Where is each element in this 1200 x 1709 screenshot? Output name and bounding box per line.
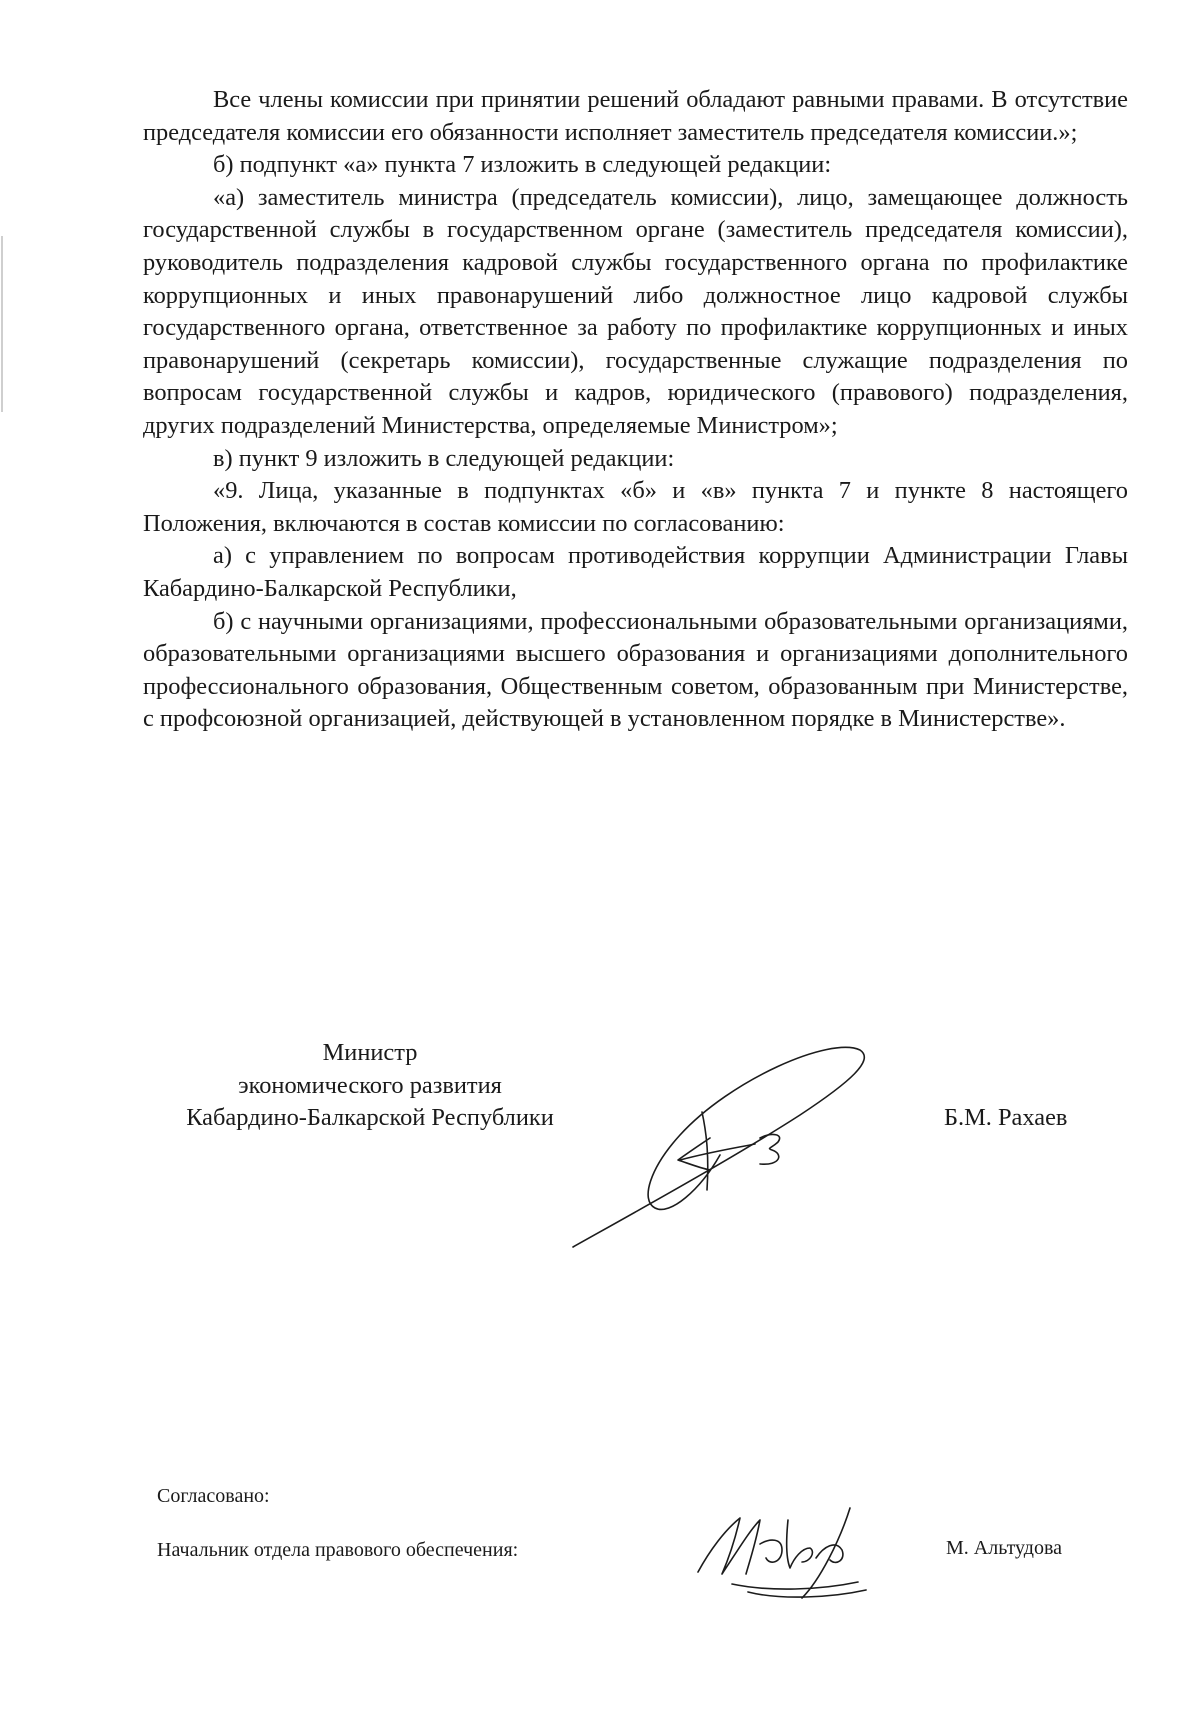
paragraph-commission-rights: Все члены комиссии при принятии решений обладают равными правами. В отсутствие председателя комиссии его обязанности исполняет заместитель председателя комиссии.»; bbox=[143, 86, 1128, 146]
scan-margin-mark bbox=[1, 236, 3, 412]
minister-name: Б.М. Рахаев bbox=[944, 1104, 1068, 1131]
paragraph-clause-9-item-b: б) с научными организациями, профессиональными образовательными организациями, образовательными организациями высшего образования и организациями дополнительного профессионального образования, Общественным советом, образованным при Министерстве, с профсоюзной организацией, действующей в установленном порядке в Министерстве». bbox=[143, 607, 1128, 733]
paragraph-clause-9-intro: в) пункт 9 изложить в следующей редакции: bbox=[213, 444, 675, 472]
head-legal-signature bbox=[690, 1500, 920, 1610]
minister-title bbox=[150, 1037, 590, 1135]
minister-signature bbox=[560, 1040, 920, 1270]
paragraph-clause-9-item-a: а) с управлением по вопросам противодействия коррупции Администрации Главы Кабардино-Балкарской Республики, bbox=[143, 542, 1128, 602]
head-legal-department-position: Начальник отдела правового обеспечения: bbox=[157, 1539, 519, 1561]
minister-title-line-1: Министр bbox=[322, 1039, 418, 1066]
minister-title-line-3: Кабардино-Балкарской Республики bbox=[186, 1104, 554, 1132]
head-legal-name: М. Альтудова bbox=[946, 1537, 1063, 1559]
agreed-label: Согласовано: bbox=[157, 1485, 270, 1507]
paragraph-subclause-a-text: «а) заместитель министра (председатель комиссии), лицо, замещающее должность государственной службы в государственном органе (заместитель председателя комиссии), руководитель подразделения кадровой службы государственного органа по профилактике коррупционных и иных правонарушений либо должностное лицо кадровой службы государственного органа, ответственное за работу по профилактике коррупционных и иных правонарушений (секретарь комиссии), государственные служащие подразделения по вопросам государственной службы и кадров, юридического (правового) подразделения, других подразделений Министерства, определяемые Министром»; bbox=[143, 183, 1128, 439]
minister-title-line-2: экономического развития bbox=[238, 1071, 502, 1099]
paragraph-subclause-a-intro: б) подпункт «а» пункта 7 изложить в следующей редакции: bbox=[213, 151, 832, 179]
paragraph-clause-9-text: «9. Лица, указанные в подпунктах «б» и «в» пункта 7 и пункте 8 настоящего Положения, включаются в состав комиссии по согласованию: bbox=[143, 477, 1128, 537]
document-body bbox=[143, 84, 1128, 736]
